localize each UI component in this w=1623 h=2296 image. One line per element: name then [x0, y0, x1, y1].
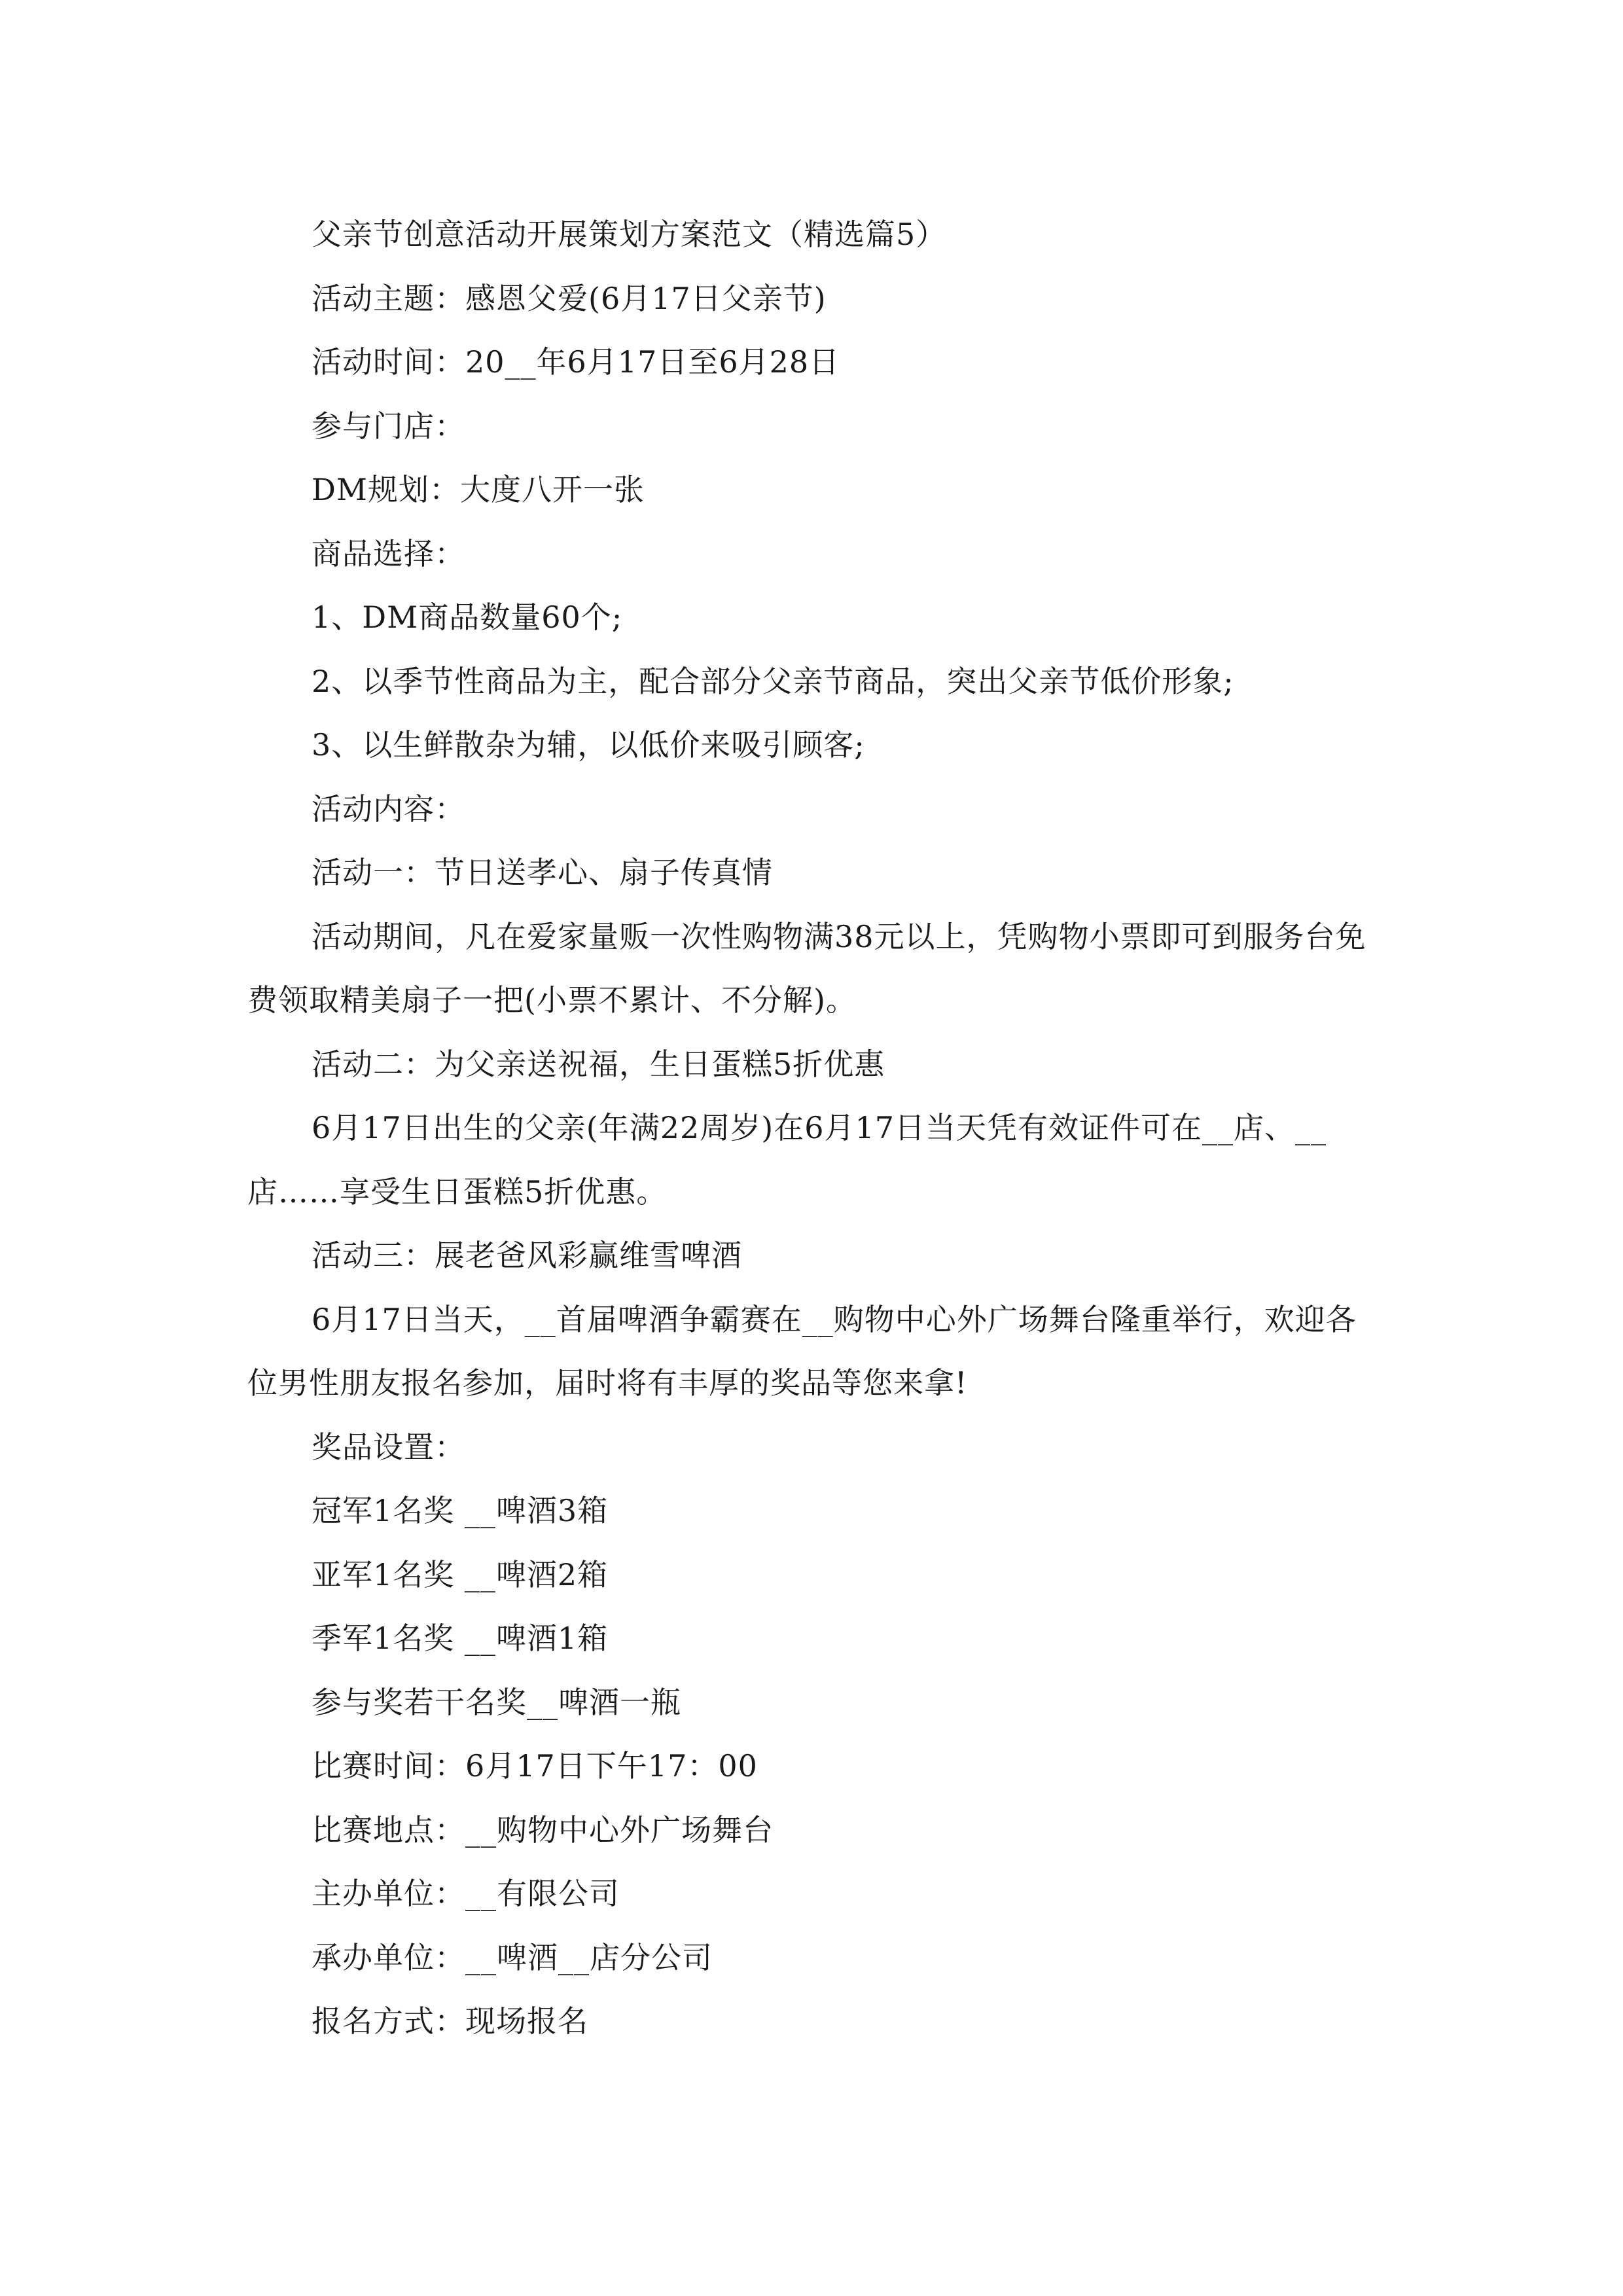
competition-time: 比赛时间：6月17日下午17：00 [312, 1748, 758, 1784]
activity-time: 活动时间：20__年6月17日至6月28日 [312, 344, 840, 380]
activity-one-body: 活动期间，凡在爱家量贩一次性购物满38元以上，凭购物小票即可到服务台免费领取精美扇子一把(小票不累计、不分解)。 [247, 918, 1366, 1018]
product-selection-item-1: 1、DM商品数量60个; [312, 600, 623, 635]
activity-one-heading: 活动一：节日送孝心、扇子传真情 [312, 855, 773, 890]
prize-third-place: 季军1名奖 __啤酒1箱 [312, 1621, 609, 1656]
activity-two-body: 6月17日出生的父亲(年满22周岁)在6月17日当天凭有效证件可在__店、__店……享受生日蛋糕5折优惠。 [247, 1110, 1327, 1210]
product-selection-heading: 商品选择： [312, 535, 465, 571]
product-selection-item-3: 3、以生鲜散杂为辅，以低价来吸引顾客; [312, 727, 865, 762]
registration-method: 报名方式：现场报名 [312, 2003, 588, 2039]
competition-venue: 比赛地点：__购物中心外广场舞台 [312, 1812, 774, 1848]
activity-content-heading: 活动内容： [312, 791, 465, 827]
prize-champion: 冠军1名奖 __啤酒3箱 [312, 1493, 609, 1528]
activity-three-heading: 活动三：展老爸风彩赢维雪啤酒 [312, 1238, 742, 1273]
prize-runner-up: 亚军1名奖 __啤酒2箱 [312, 1556, 609, 1592]
document-title: 父亲节创意活动开展策划方案范文（精选篇5） [312, 217, 947, 252]
dm-plan: DM规划：大度八开一张 [312, 472, 645, 507]
participating-stores: 参与门店： [312, 408, 465, 444]
prize-settings-heading: 奖品设置： [312, 1429, 465, 1465]
organizer: 主办单位：__有限公司 [312, 1876, 620, 1911]
product-selection-item-2: 2、以季节性商品为主，配合部分父亲节商品，突出父亲节低价形象; [312, 663, 1234, 699]
co-organizer: 承办单位：__啤酒__店分公司 [312, 1939, 713, 1975]
activity-three-body: 6月17日当天，__首届啤酒争霸赛在__购物中心外广场舞台隆重举行，欢迎各位男性朋友报名参加，届时将有丰厚的奖品等您来拿! [247, 1301, 1357, 1401]
prize-participation: 参与奖若干名奖__啤酒一瓶 [312, 1684, 681, 1720]
activity-two-heading: 活动二：为父亲送祝福，生日蛋糕5折优惠 [312, 1046, 885, 1082]
document-body [247, 203, 1386, 2054]
activity-theme: 活动主题：感恩父爱(6月17日父亲节) [312, 280, 827, 316]
